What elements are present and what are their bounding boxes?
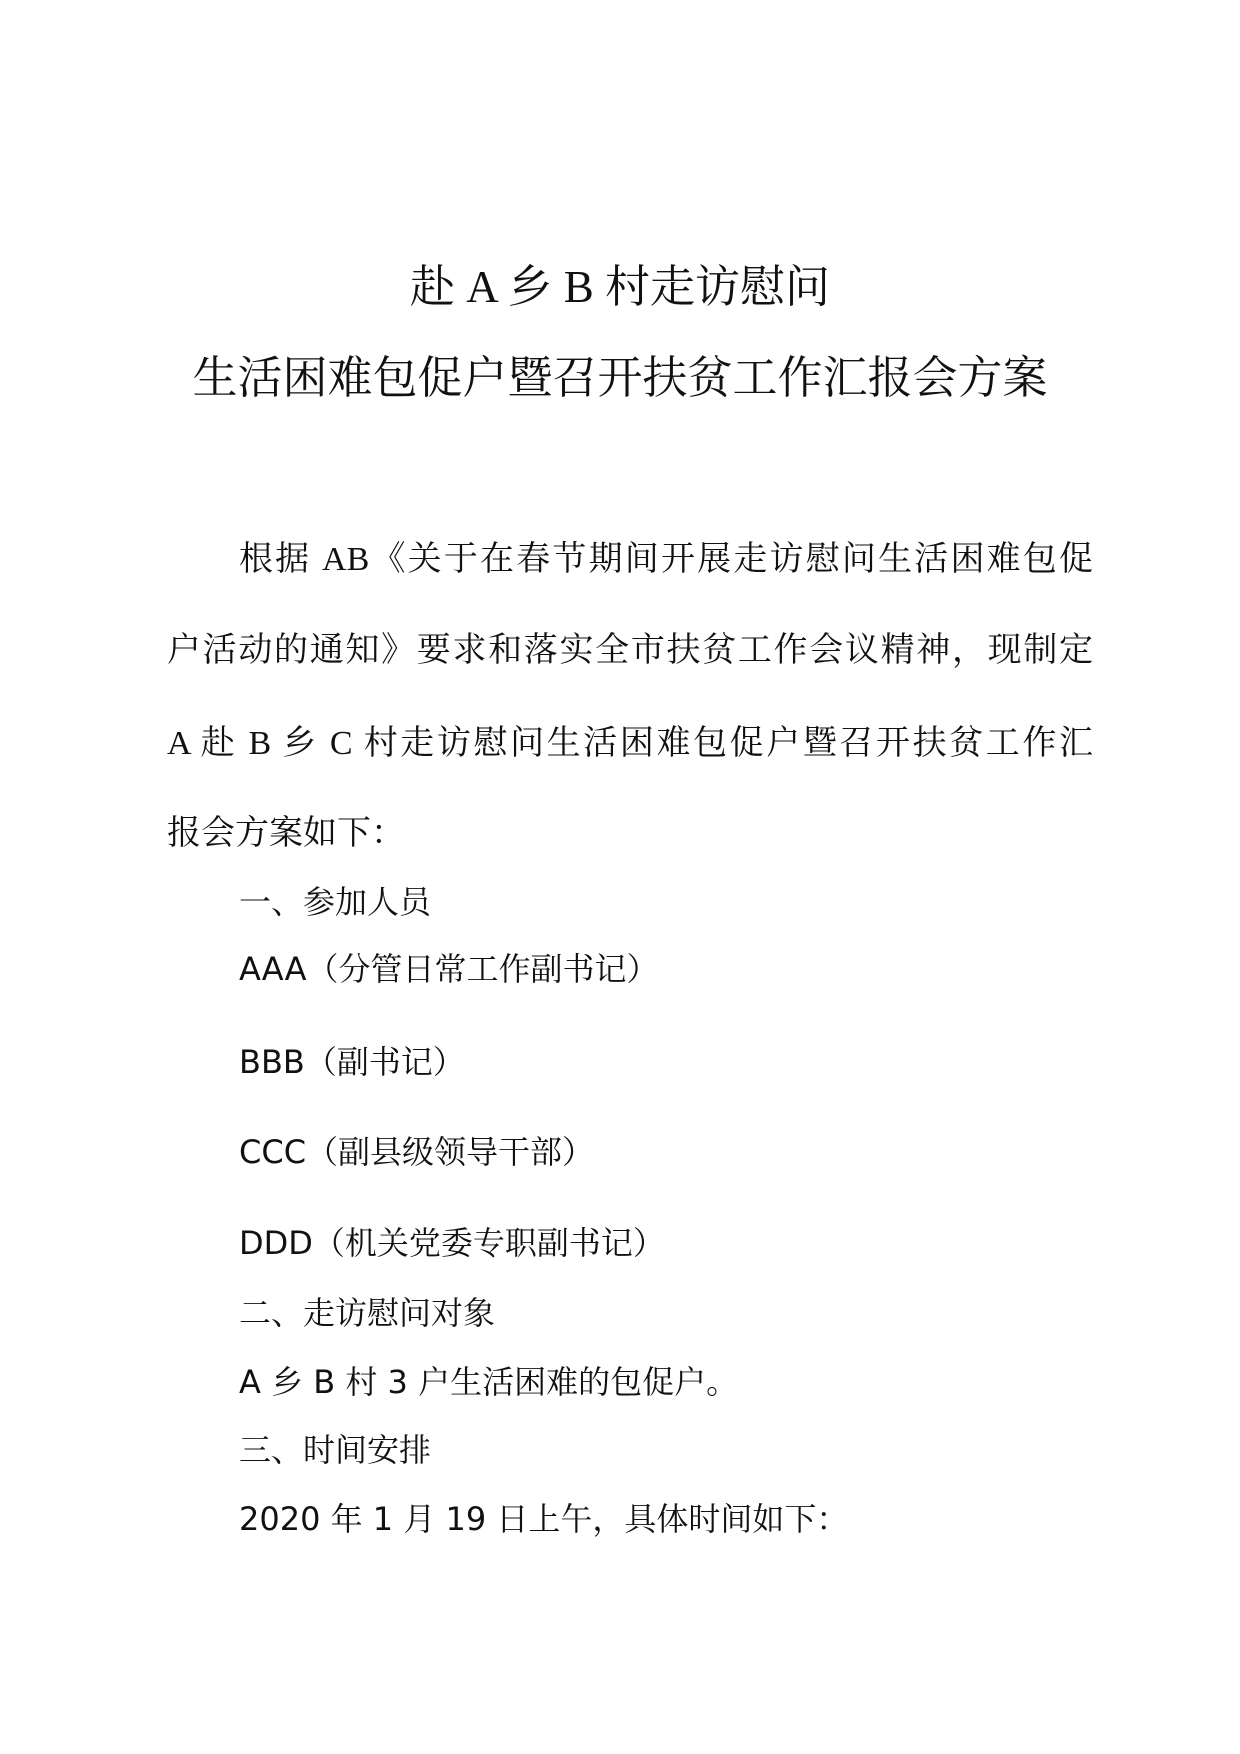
intro-line: 报会方案如下： [167,815,405,852]
section-heading: 三、时间安排 [239,1431,432,1469]
participant-item: BBB（副书记） [239,1043,465,1081]
intro-line: A 赴 B 乡 C 村走访慰问生活困难包促户暨召开扶贫工作汇 [167,725,1093,762]
section-text: 2020 年 1 月 19 日上午，具体时间如下： [239,1500,849,1538]
section-text: A 乡 B 村 3 户生活困难的包促户。 [239,1363,739,1401]
section-heading: 二、走访慰问对象 [239,1294,496,1332]
intro-line: 户活动的通知》要求和落实全市扶贫工作会议精神，现制定 [167,632,1093,669]
intro-line: 根据 AB《关于在春节期间开展走访慰问生活困难包促 [239,541,1093,578]
document-title-line-2: 生活困难包促户暨召开扶贫工作汇报会方案 [192,353,1048,403]
section-heading: 一、参加人员 [239,883,432,921]
participant-item: AAA（分管日常工作副书记） [239,950,659,988]
participant-item: DDD（机关党委专职副书记） [239,1224,665,1262]
document-title-line-1: 赴 A 乡 B 村走访慰问 [409,262,831,312]
participant-item: CCC（副县级领导干部） [239,1133,595,1171]
